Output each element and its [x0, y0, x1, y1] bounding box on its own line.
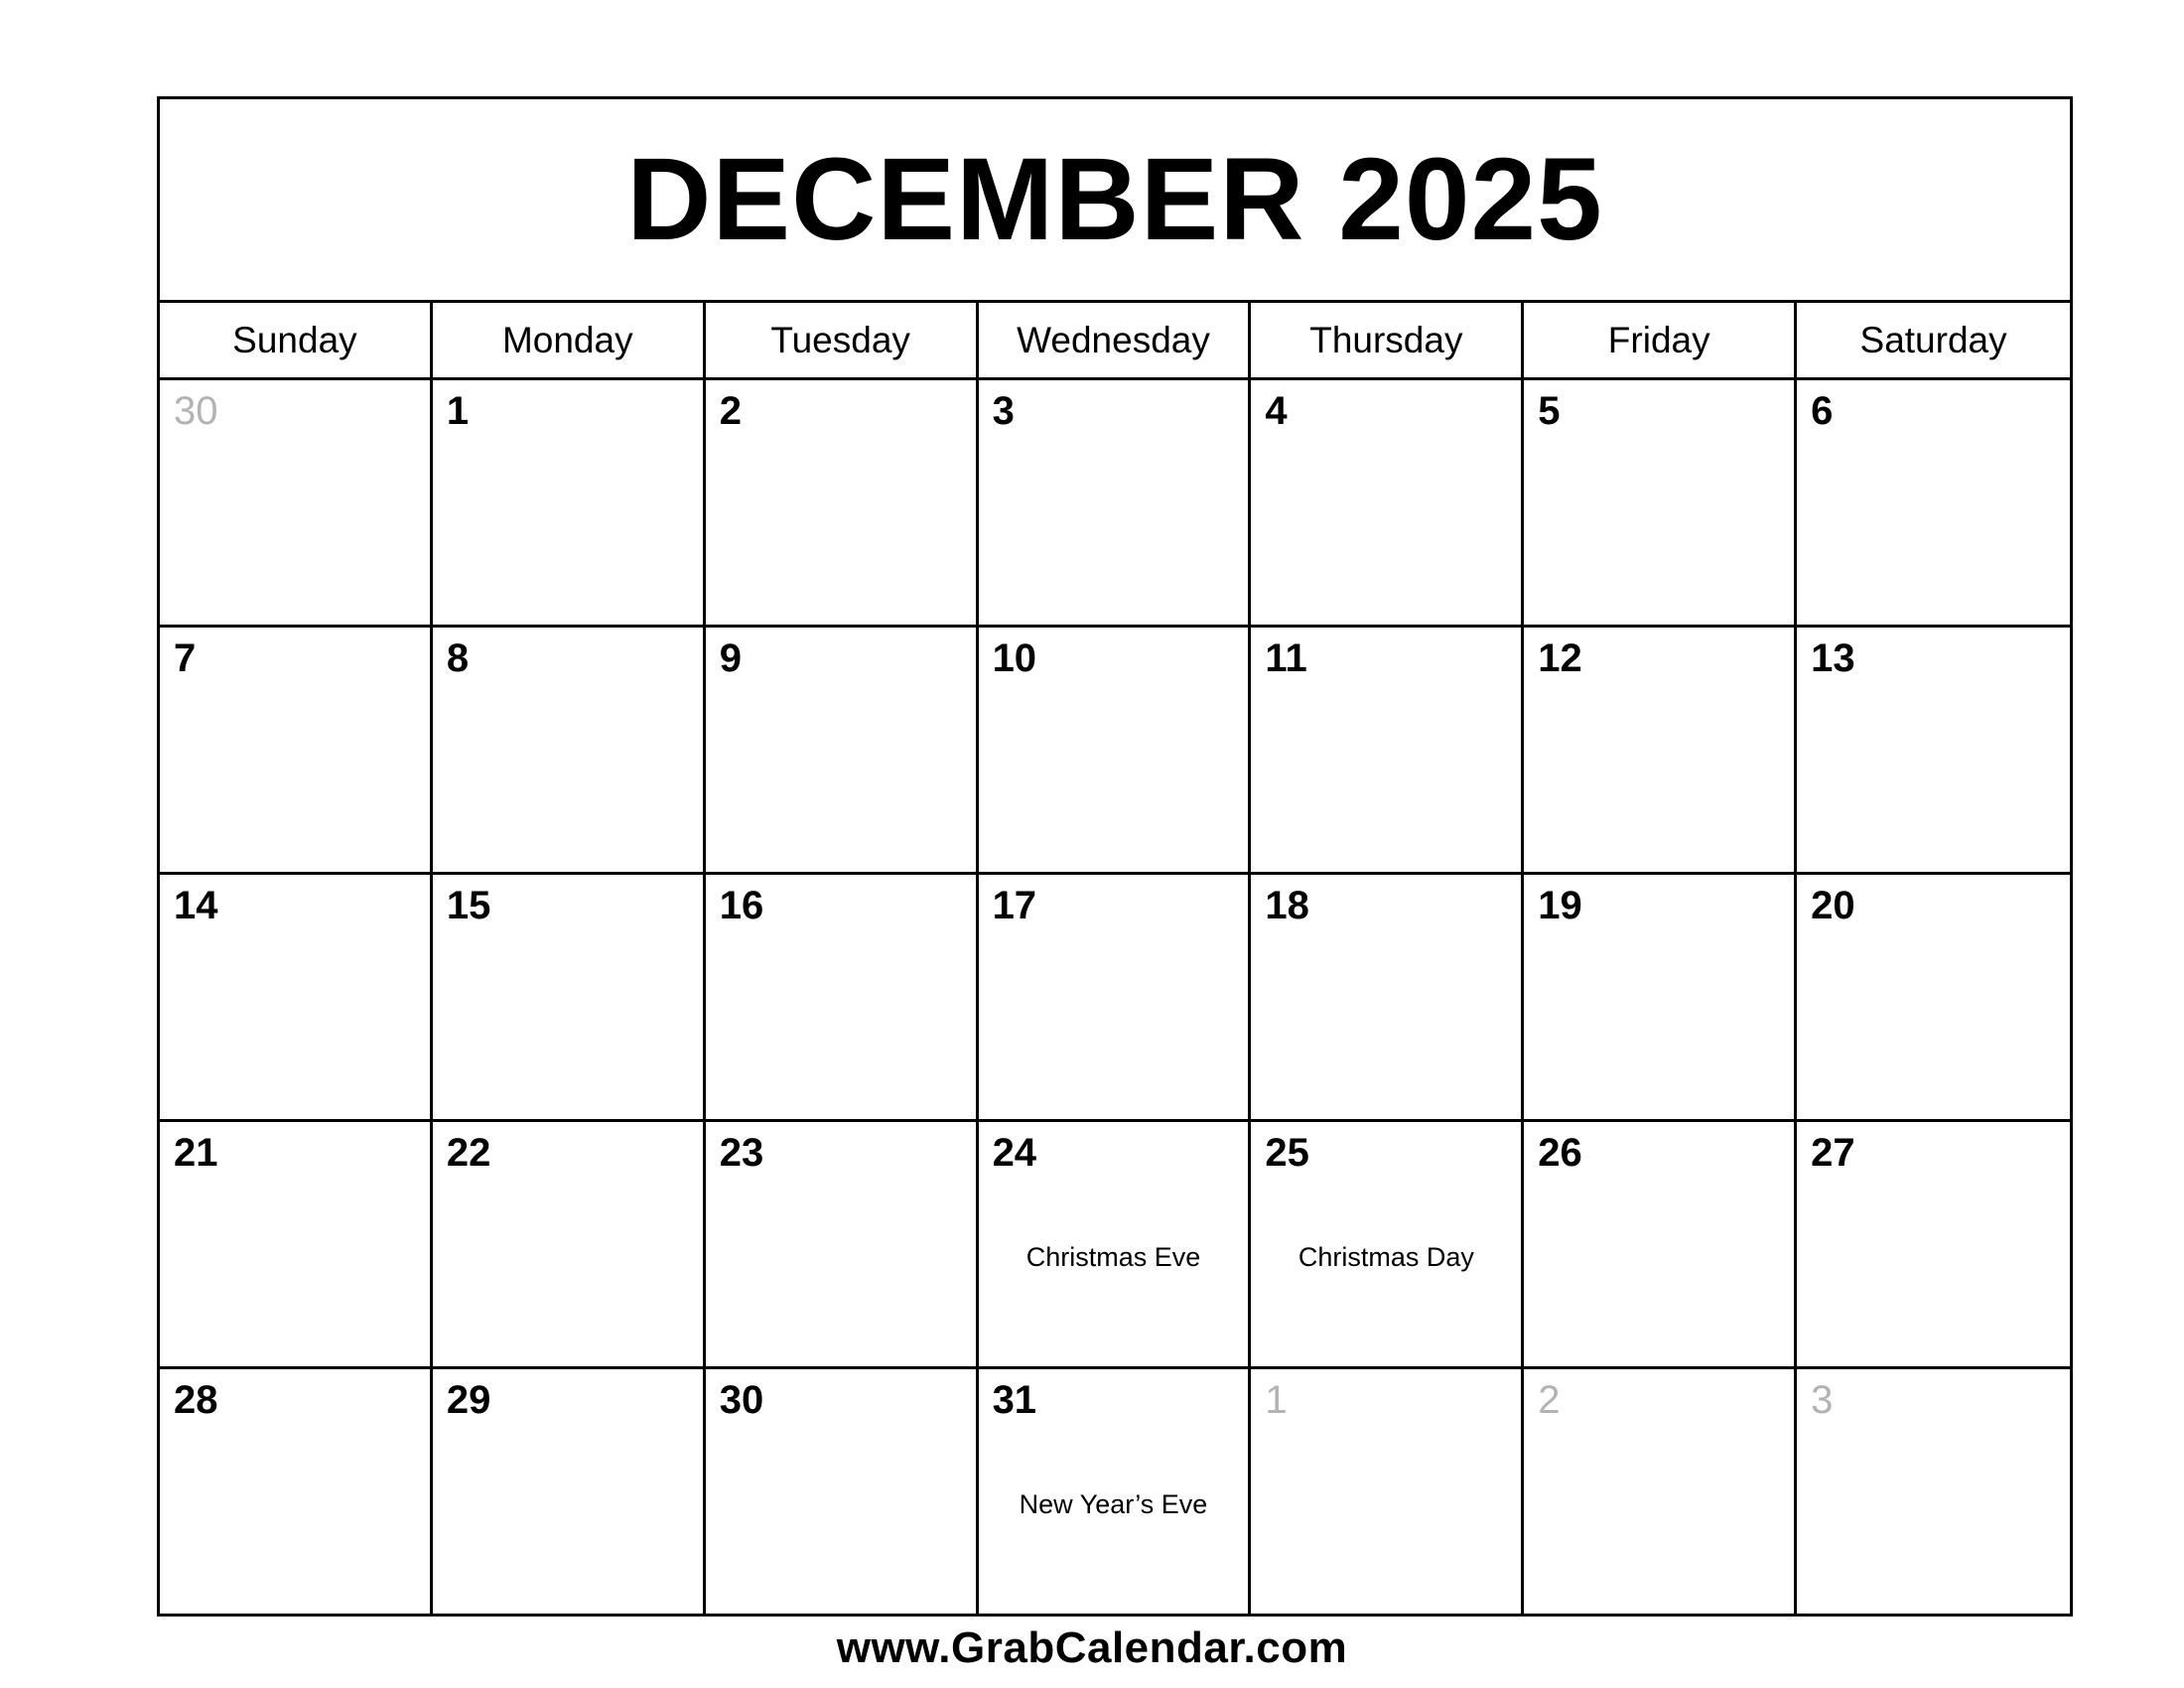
- day-cell[interactable]: [433, 380, 706, 625]
- day-number: 20: [1811, 884, 1855, 927]
- day-cell[interactable]: [160, 380, 433, 625]
- day-cell[interactable]: [979, 628, 1252, 872]
- day-number: 29: [446, 1378, 491, 1422]
- day-number: 30: [719, 1378, 764, 1422]
- day-cell[interactable]: [979, 380, 1252, 625]
- day-cell[interactable]: [1797, 628, 2070, 872]
- day-cell[interactable]: [1524, 628, 1797, 872]
- day-number: 2: [719, 389, 742, 433]
- day-number: 10: [992, 636, 1037, 680]
- day-cell[interactable]: [706, 875, 979, 1119]
- day-cell[interactable]: [1524, 1369, 1797, 1614]
- day-cell[interactable]: [706, 380, 979, 625]
- day-cell[interactable]: [706, 1122, 979, 1366]
- day-event: Christmas Eve: [1025, 1242, 1201, 1272]
- day-number: 2: [1538, 1378, 1561, 1422]
- day-cell[interactable]: [1524, 1122, 1797, 1366]
- day-number: 25: [1265, 1131, 1309, 1175]
- day-cell[interactable]: [706, 628, 979, 872]
- day-number: 21: [174, 1131, 218, 1175]
- day-number: 31: [992, 1378, 1037, 1422]
- weekday-header-wednesday: Wednesday: [979, 303, 1252, 377]
- day-cell[interactable]: [1251, 1122, 1524, 1366]
- calendar-title-bar: [160, 99, 2070, 303]
- day-event: New Year’s Eve: [1019, 1489, 1208, 1519]
- day-number: 26: [1538, 1131, 1582, 1175]
- day-number: 18: [1265, 884, 1309, 927]
- day-number: 16: [719, 884, 764, 927]
- day-number: 23: [719, 1131, 764, 1175]
- day-cell[interactable]: [1251, 628, 1524, 872]
- day-number: 24: [992, 1131, 1037, 1175]
- day-cell[interactable]: [1797, 875, 2070, 1119]
- day-number: 28: [174, 1378, 218, 1422]
- day-cell[interactable]: [979, 1369, 1252, 1614]
- day-number: 8: [446, 636, 470, 680]
- day-event: Christmas Day: [1297, 1242, 1474, 1272]
- day-cell[interactable]: [160, 628, 433, 872]
- day-cell[interactable]: [433, 1369, 706, 1614]
- day-number: 3: [992, 389, 1015, 433]
- day-cell[interactable]: [433, 875, 706, 1119]
- weekday-header-sunday: Sunday: [160, 303, 433, 377]
- day-number: 1: [1265, 1378, 1288, 1422]
- day-number: 11: [1265, 636, 1307, 680]
- day-number: 22: [446, 1131, 491, 1175]
- page-title: DECEMBER 2025: [626, 134, 1603, 265]
- day-cell[interactable]: [706, 1369, 979, 1614]
- day-cell[interactable]: [1524, 380, 1797, 625]
- day-number: 5: [1538, 389, 1561, 433]
- day-number: 12: [1538, 636, 1582, 680]
- week-row: [160, 1369, 2070, 1614]
- day-cell[interactable]: [979, 1122, 1252, 1366]
- footer-website-label: www.GrabCalendar.com: [836, 1623, 1348, 1672]
- day-cell[interactable]: [979, 875, 1252, 1119]
- week-row: [160, 875, 2070, 1122]
- day-number: 4: [1265, 389, 1288, 433]
- day-cell[interactable]: [1524, 875, 1797, 1119]
- day-number: 14: [174, 884, 218, 927]
- day-cell[interactable]: [1251, 875, 1524, 1119]
- weekday-header-saturday: Saturday: [1859, 319, 2007, 360]
- weekday-header-monday: Monday: [433, 303, 706, 377]
- week-row: [160, 1122, 2070, 1369]
- day-cell[interactable]: [1251, 380, 1524, 625]
- day-cell[interactable]: [433, 628, 706, 872]
- day-cell[interactable]: [160, 1369, 433, 1614]
- day-cell[interactable]: [1797, 380, 2070, 625]
- day-number: 6: [1811, 389, 1834, 433]
- day-number: 13: [1811, 636, 1855, 680]
- day-number: 27: [1811, 1131, 1855, 1175]
- day-number: 17: [992, 884, 1037, 927]
- day-number: 7: [174, 636, 197, 680]
- weekday-header-thursday: Thursday: [1251, 303, 1524, 377]
- weekday-header-friday: Friday: [1524, 303, 1797, 377]
- week-row: [160, 628, 2070, 875]
- day-cell[interactable]: [1251, 1369, 1524, 1614]
- day-cell[interactable]: [1797, 1369, 2070, 1614]
- weekday-header-row: [160, 303, 2070, 380]
- day-number: 1: [446, 389, 470, 433]
- day-number: 19: [1538, 884, 1582, 927]
- day-cell[interactable]: [160, 1122, 433, 1366]
- day-cell[interactable]: [1797, 1122, 2070, 1366]
- day-number: 30: [174, 389, 218, 433]
- day-number: 9: [719, 636, 742, 680]
- calendar-grid: [157, 96, 2073, 1617]
- weekday-header-tuesday: Tuesday: [706, 303, 979, 377]
- day-number: 15: [446, 884, 491, 927]
- day-cell[interactable]: [160, 875, 433, 1119]
- day-number: 3: [1811, 1378, 1834, 1422]
- week-row: [160, 380, 2070, 628]
- day-cell[interactable]: [433, 1122, 706, 1366]
